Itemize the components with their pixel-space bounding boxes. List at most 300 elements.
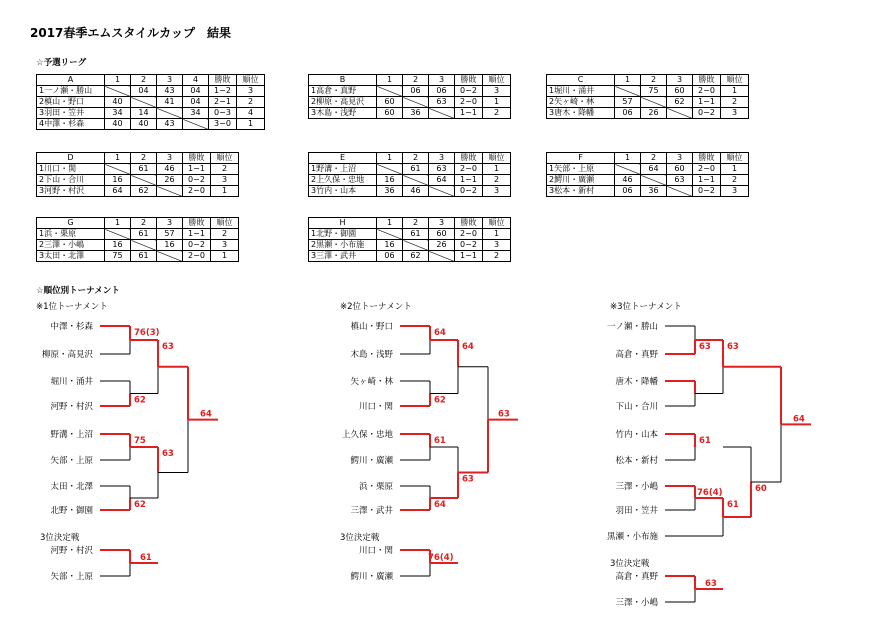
self-match-cell [403,240,429,251]
score-cell: 2 [483,251,511,262]
column-header: 2 [131,218,157,229]
score-cell: 64 [429,175,455,186]
score-cell: 1 [483,164,511,175]
table-row [37,186,239,197]
column-header: 1 [615,75,641,86]
score-cell: 16 [377,240,403,251]
self-match-cell [131,240,157,251]
score-cell: 36 [377,186,403,197]
score-cell: 04 [131,86,157,97]
self-match-cell [157,108,183,119]
column-header: 2 [403,75,429,86]
table-row [37,175,239,186]
score-cell: 57 [157,229,183,240]
self-match-cell [377,164,403,175]
league-table-a [36,74,265,130]
team-label: 下山・合川 [615,402,658,412]
score-cell: 1−1 [693,97,721,108]
team-name: 2矢ヶ崎・林 [547,97,615,108]
team-label: 矢ヶ崎・林 [350,377,393,387]
column-header: 勝敗 [183,153,211,164]
team-label: 太田・北澤 [50,482,93,492]
score-cell: 2−1 [209,97,237,108]
score-cell: 36 [641,186,667,197]
score-cell: 3 [483,86,511,97]
table-row [37,86,265,97]
column-header: 1 [615,153,641,164]
self-match-cell [131,97,157,108]
league-table-e [308,152,511,197]
score-cell: 2 [483,108,511,119]
score-cell: 1 [483,97,511,108]
score-cell: 2 [721,97,749,108]
score-cell: 1−1 [455,175,483,186]
table-row [309,97,511,108]
score-cell: 2 [483,175,511,186]
team-name: 1浜・栗原 [37,229,105,240]
tournament-heading-2: ※2位トーナメント [340,302,412,312]
column-header: 順位 [211,218,239,229]
score-cell: 14 [131,108,157,119]
tournament-heading-3: ※3位トーナメント [610,302,682,312]
score-cell: 0−2 [693,108,721,119]
column-header: 3 [157,218,183,229]
score-cell: 46 [615,175,641,186]
group-name: G [37,218,105,229]
score-cell: 16 [105,175,131,186]
score-cell: 60 [377,108,403,119]
score-cell: 34 [105,108,131,119]
score-cell: 06 [615,108,641,119]
self-match-cell [157,251,183,262]
score-cell: 1−1 [183,164,211,175]
table-row [37,229,239,240]
self-match-cell [641,175,667,186]
score-cell: 4 [237,108,265,119]
score-cell: 1−2 [209,86,237,97]
group-name: A [37,75,105,86]
team-name: 3河野・村沢 [37,186,105,197]
table-row [547,186,749,197]
team-label: 槙山・野口 [350,322,393,332]
column-header: 勝敗 [183,218,211,229]
self-match-cell [183,119,209,130]
team-label: 柳原・高見沢 [41,350,93,360]
team-name: 3竹内・山本 [309,186,377,197]
score-cell: 16 [157,240,183,251]
prelim-score: 76(4) [697,488,723,498]
column-header: 3 [157,75,183,86]
score-cell: 3 [721,186,749,197]
group-name: H [309,218,377,229]
self-match-cell [403,175,429,186]
self-match-cell [105,86,131,97]
table-row [309,229,511,240]
score-cell: 43 [157,119,183,130]
score-cell: 2−0 [455,164,483,175]
table-row [309,240,511,251]
team-label: 一ノ瀬・勝山 [606,322,658,332]
self-match-cell [667,186,693,197]
score-cell: 61 [403,229,429,240]
column-header: 順位 [483,153,511,164]
score-cell: 61 [131,229,157,240]
table-row [309,86,511,97]
score-cell: 46 [403,186,429,197]
score-cell: 40 [105,97,131,108]
team-label: 堀川・涌井 [50,377,93,387]
team-name: 3松本・新村 [547,186,615,197]
r1-match-score: 62 [434,395,446,406]
score-cell: 3−0 [209,119,237,130]
team-label: 中澤・杉森 [50,322,93,332]
score-cell: 61 [403,164,429,175]
self-match-cell [157,186,183,197]
score-cell: 1−1 [455,108,483,119]
third-score: 61 [140,553,152,563]
semi-match-score: 63 [162,342,174,352]
column-header: 2 [131,153,157,164]
score-cell: 34 [183,108,209,119]
third-place-label: 3位決定戦 [610,559,650,569]
final-score: 64 [200,409,212,420]
score-cell: 2−0 [183,186,211,197]
score-cell: 2−0 [455,97,483,108]
column-header: 2 [641,75,667,86]
r1-match-score: 75 [134,436,146,446]
column-header: 1 [105,75,131,86]
group-name: C [547,75,615,86]
score-cell: 64 [105,186,131,197]
score-cell: 06 [429,86,455,97]
column-header: 1 [105,218,131,229]
score-cell: 62 [667,97,693,108]
score-cell: 1 [211,186,239,197]
score-cell: 62 [131,186,157,197]
score-cell: 04 [183,97,209,108]
r1-match-score: 61 [699,436,711,446]
score-cell: 1−1 [183,229,211,240]
self-match-cell [429,186,455,197]
group-name: E [309,153,377,164]
league-table-b [308,74,511,119]
column-header: 順位 [483,218,511,229]
score-cell: 1−1 [693,175,721,186]
score-cell: 0−2 [183,240,211,251]
final-score: 63 [498,409,510,420]
score-cell: 16 [105,240,131,251]
team-name: 3三澤・武井 [309,251,377,262]
score-cell: 63 [667,175,693,186]
team-name: 3唐木・降幡 [547,108,615,119]
team-name: 2下山・合川 [37,175,105,186]
team-label: 三澤・小嶋 [615,598,658,608]
third-score: 76(4) [428,553,454,563]
column-header: 2 [641,153,667,164]
score-cell: 1 [483,229,511,240]
league-table-g [36,217,239,262]
score-cell: 36 [403,108,429,119]
table-row [547,164,749,175]
self-match-cell [641,97,667,108]
team-label: 唐木・降幡 [615,377,658,387]
score-cell: 26 [429,240,455,251]
team-name: 2鰐川・廣瀬 [547,175,615,186]
r1-match-score: 64 [434,328,446,338]
table-row [37,108,265,119]
score-cell: 2 [721,175,749,186]
self-match-cell [667,108,693,119]
r1-match-score: 62 [134,395,146,406]
r1-match-score: 76(3) [134,328,160,338]
team-label: 高倉・真野 [615,572,658,582]
column-header: 順位 [211,153,239,164]
score-cell: 62 [403,251,429,262]
score-cell: 2 [237,97,265,108]
team-name: 2黒瀬・小布施 [309,240,377,251]
score-cell: 63 [429,97,455,108]
self-match-cell [105,164,131,175]
league-table-f [546,152,749,197]
score-cell: 57 [615,97,641,108]
self-match-cell [105,229,131,240]
column-header: 順位 [721,153,749,164]
column-header: 順位 [483,75,511,86]
score-cell: 06 [615,186,641,197]
team-label: 上久保・忠地 [341,430,393,440]
r1-match-score: 64 [434,500,446,510]
team-name: 1矢部・上原 [547,164,615,175]
page-title: 2017春季エムスタイルカップ 結果 [30,26,232,40]
column-header: 勝敗 [455,153,483,164]
column-header: 勝敗 [209,75,237,86]
score-cell: 61 [131,251,157,262]
third-place-label: 3位決定戦 [340,533,380,543]
team-name: 3太田・北澤 [37,251,105,262]
score-cell: 41 [157,97,183,108]
group-name: B [309,75,377,86]
team-label: 羽田・笠井 [615,506,658,516]
table-row [309,251,511,262]
self-match-cell [429,108,455,119]
score-cell: 2−0 [693,86,721,97]
final-score: 64 [793,414,805,425]
column-header: 2 [403,153,429,164]
team-label: 北野・御園 [50,506,93,516]
third-score: 63 [705,579,717,589]
score-cell: 06 [377,251,403,262]
team-label: 鰐川・廣瀬 [350,572,393,582]
score-cell: 16 [377,175,403,186]
team-name: 1野溝・上沼 [309,164,377,175]
team-label: 矢部・上原 [50,572,93,582]
team-name: 2上久保・忠地 [309,175,377,186]
column-header: 3 [667,75,693,86]
team-name: 1堀川・涌井 [547,86,615,97]
score-cell: 3 [483,240,511,251]
team-label: 矢部・上原 [50,456,93,466]
column-header: 3 [157,153,183,164]
team-name: 4中澤・杉森 [37,119,105,130]
score-cell: 60 [667,86,693,97]
tournament-heading: ☆順位別トーナメント [36,286,120,296]
team-name: 2三澤・小嶋 [37,240,105,251]
team-name: 1一ノ瀬・勝山 [37,86,105,97]
team-label: 黒瀬・小布施 [606,532,658,542]
column-header: 3 [667,153,693,164]
column-header: 2 [403,218,429,229]
column-header: 1 [377,153,403,164]
table-row [37,240,239,251]
group-name: D [37,153,105,164]
score-cell: 2 [211,164,239,175]
column-header: 勝敗 [455,75,483,86]
r1-match-score: 63 [699,342,711,352]
column-header: 3 [429,153,455,164]
score-cell: 26 [157,175,183,186]
team-name: 2槙山・野口 [37,97,105,108]
table-row [37,164,239,175]
score-cell: 40 [105,119,131,130]
score-cell: 46 [157,164,183,175]
score-cell: 3 [237,86,265,97]
table-row [309,164,511,175]
score-cell: 63 [429,164,455,175]
score-cell: 61 [131,164,157,175]
column-header: 3 [429,75,455,86]
team-name: 1高倉・真野 [309,86,377,97]
team-name: 3羽田・笠井 [37,108,105,119]
r1-match-score: 62 [134,500,146,510]
column-header: 順位 [237,75,265,86]
score-cell: 0−2 [693,186,721,197]
table-row [309,186,511,197]
table-row [37,97,265,108]
column-header: 1 [377,218,403,229]
tournament-heading-1: ※1位トーナメント [36,302,108,312]
score-cell: 0−2 [455,186,483,197]
score-cell: 64 [641,164,667,175]
semi-match-score: 63 [462,474,474,485]
self-match-cell [377,86,403,97]
team-label: 河野・村沢 [50,402,93,412]
team-name: 1川口・関 [37,164,105,175]
column-header: 3 [429,218,455,229]
table-row [309,108,511,119]
semi-match-score: 64 [462,342,474,352]
score-cell: 0−3 [209,108,237,119]
score-cell: 2−0 [693,164,721,175]
table-row [309,175,511,186]
self-match-cell [429,251,455,262]
score-cell: 3 [721,108,749,119]
table-row [37,119,265,130]
team-label: 高倉・真野 [615,350,658,360]
column-header: 1 [105,153,131,164]
team-label: 川口・関 [358,546,393,556]
score-cell: 3 [483,186,511,197]
score-cell: 2 [211,229,239,240]
table-row [37,251,239,262]
semi-match-score: 60 [755,484,767,494]
score-cell: 3 [211,240,239,251]
table-row [547,175,749,186]
team-label: 浜・栗原 [358,482,393,492]
score-cell: 06 [403,86,429,97]
league-table-d [36,152,239,197]
column-header: 2 [131,75,157,86]
team-label: 鰐川・廣瀬 [350,456,393,466]
team-label: 三澤・小嶋 [615,482,658,492]
third-place-label: 3位決定戦 [40,533,80,543]
score-cell: 40 [131,119,157,130]
team-label: 河野・村沢 [50,546,93,556]
self-match-cell [403,97,429,108]
table-row [547,97,749,108]
team-label: 川口・関 [358,402,393,412]
score-cell: 1 [721,164,749,175]
score-cell: 1 [211,251,239,262]
semi-match-score: 63 [727,342,739,352]
team-label: 三澤・武井 [350,506,393,516]
self-match-cell [131,175,157,186]
team-name: 3木島・浅野 [309,108,377,119]
score-cell: 0−2 [183,175,211,186]
self-match-cell [615,164,641,175]
column-header: 1 [377,75,403,86]
league-heading: ☆予選リーグ [36,58,87,68]
semi-match-score: 63 [162,449,174,459]
score-cell: 1 [237,119,265,130]
self-match-cell [615,86,641,97]
group-name: F [547,153,615,164]
column-header: 勝敗 [455,218,483,229]
team-label: 松本・新村 [615,456,658,466]
score-cell: 04 [183,86,209,97]
score-cell: 0−2 [455,86,483,97]
score-cell: 60 [667,164,693,175]
column-header: 勝敗 [693,153,721,164]
team-name: 2柳原・高見沢 [309,97,377,108]
table-row [547,108,749,119]
sub-match-score: 61 [727,500,739,510]
column-header: 順位 [721,75,749,86]
score-cell: 75 [105,251,131,262]
league-table-h [308,217,511,262]
score-cell: 26 [641,108,667,119]
column-header: 勝敗 [693,75,721,86]
score-cell: 2−0 [455,229,483,240]
score-cell: 1−1 [455,251,483,262]
league-table-c [546,74,749,119]
score-cell: 1 [721,86,749,97]
self-match-cell [377,229,403,240]
score-cell: 43 [157,86,183,97]
team-label: 木島・浅野 [350,350,393,360]
table-row [547,86,749,97]
score-cell: 0−2 [455,240,483,251]
score-cell: 3 [211,175,239,186]
team-label: 竹内・山本 [615,430,658,440]
r1-match-score: 61 [434,436,446,446]
team-label: 野溝・上沼 [50,430,93,440]
score-cell: 60 [429,229,455,240]
team-name: 1北野・御園 [309,229,377,240]
score-cell: 2−0 [183,251,211,262]
score-cell: 75 [641,86,667,97]
column-header: 4 [183,75,209,86]
score-cell: 60 [377,97,403,108]
